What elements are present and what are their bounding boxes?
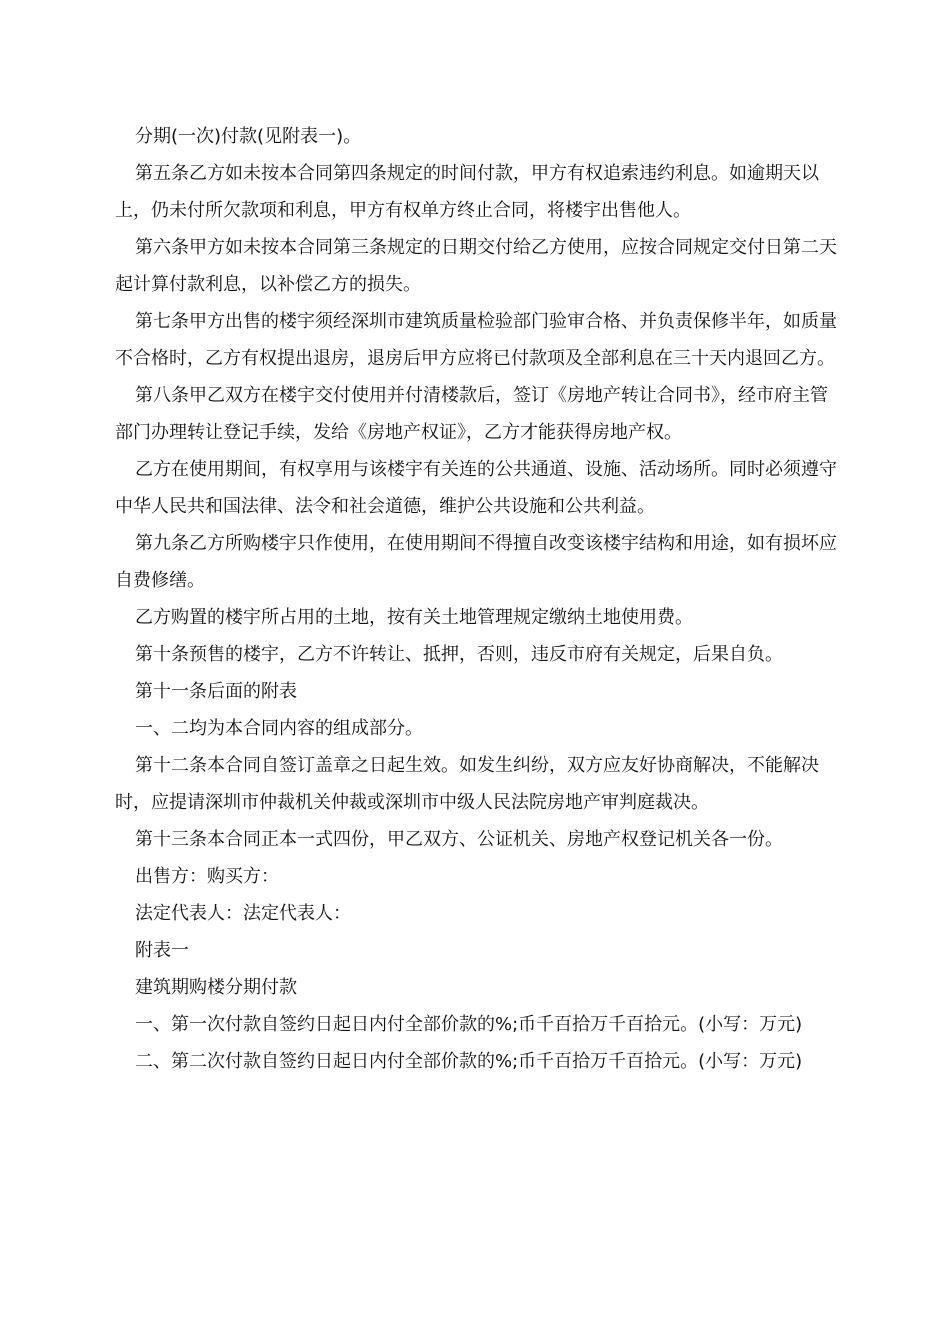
- paragraph-article-9: 第九条乙方所购楼宇只作使用，在使用期间不得擅自改变该楼宇结构和用途，如有损坏应自费修缮。: [115, 533, 837, 591]
- paragraph-article-5: 第五条乙方如未按本合同第四条规定的时间付款，甲方有权追索违约利息。如逾期天以上，仍未付所欠款项和利息，甲方有权单方终止合同，将楼宇出售他人。: [115, 163, 819, 221]
- payment-item-1: 一、第一次付款自签约日起日内付全部价款的%;币千百拾万千百拾元。(小写：万元): [135, 1014, 803, 1035]
- paragraph-article-12: 第十二条本合同自签订盖章之日起生效。如发生纠纷，双方应友好协商解决，不能解决时，应提请深圳市仲裁机关仲裁或深圳市中级人民法院房地产审判庭裁决。: [115, 755, 819, 813]
- payment-item-2: 二、第二次付款自签约日起日内付全部价款的%;币千百拾万千百拾元。(小写：万元): [135, 1051, 803, 1072]
- paragraph-article-13: 第十三条本合同正本一式四份，甲乙双方、公证机关、房地产权登记机关各一份。: [135, 829, 783, 850]
- paragraph-article-10: 第十条预售的楼宇，乙方不许转让、抵押，否则，违反市府有关规定，后果自负。: [135, 644, 783, 665]
- paragraph-land-fee: 乙方购置的楼宇所占用的土地，按有关土地管理规定缴纳土地使用费。: [135, 607, 693, 628]
- paragraph-article-6: 第六条甲方如未按本合同第三条规定的日期交付给乙方使用，应按合同规定交付日第二天起计算付款利息，以补偿乙方的损失。: [115, 237, 837, 295]
- paragraph-installment-note: 分期(一次)付款(见附表一)。: [135, 126, 362, 147]
- paragraph-article-11: 第十一条后面的附表: [135, 681, 297, 702]
- signature-legal-representatives: 法定代表人：法定代表人：: [135, 903, 351, 924]
- appendix-subtitle: 建筑期购楼分期付款: [135, 977, 297, 998]
- paragraph-article-8: 第八条甲乙双方在楼宇交付使用并付清楼款后，签订《房地产转让合同书》，经市府主管部门办理转让登记手续，发给《房地产权证》，乙方才能获得房地产权。: [115, 385, 828, 443]
- appendix-title: 附表一: [135, 940, 189, 961]
- paragraph-article-7: 第七条甲方出售的楼宇须经深圳市建筑质量检验部门验审合格、并负责保修半年，如质量不合格时，乙方有权提出退房，退房后甲方应将已付款项及全部利息在三十天内退回乙方。: [115, 311, 837, 369]
- paragraph-appendix-parts: 一、二均为本合同内容的组成部分。: [135, 718, 423, 739]
- signature-seller-buyer: 出售方：购买方：: [135, 866, 279, 887]
- document-body: [115, 118, 837, 1080]
- paragraph-usage-rights: 乙方在使用期间，有权享用与该楼宇有关连的公共通道、设施、活动场所。同时必须遵守中华人民共和国法律、法令和社会道德，维护公共设施和公共利益。: [115, 459, 837, 517]
